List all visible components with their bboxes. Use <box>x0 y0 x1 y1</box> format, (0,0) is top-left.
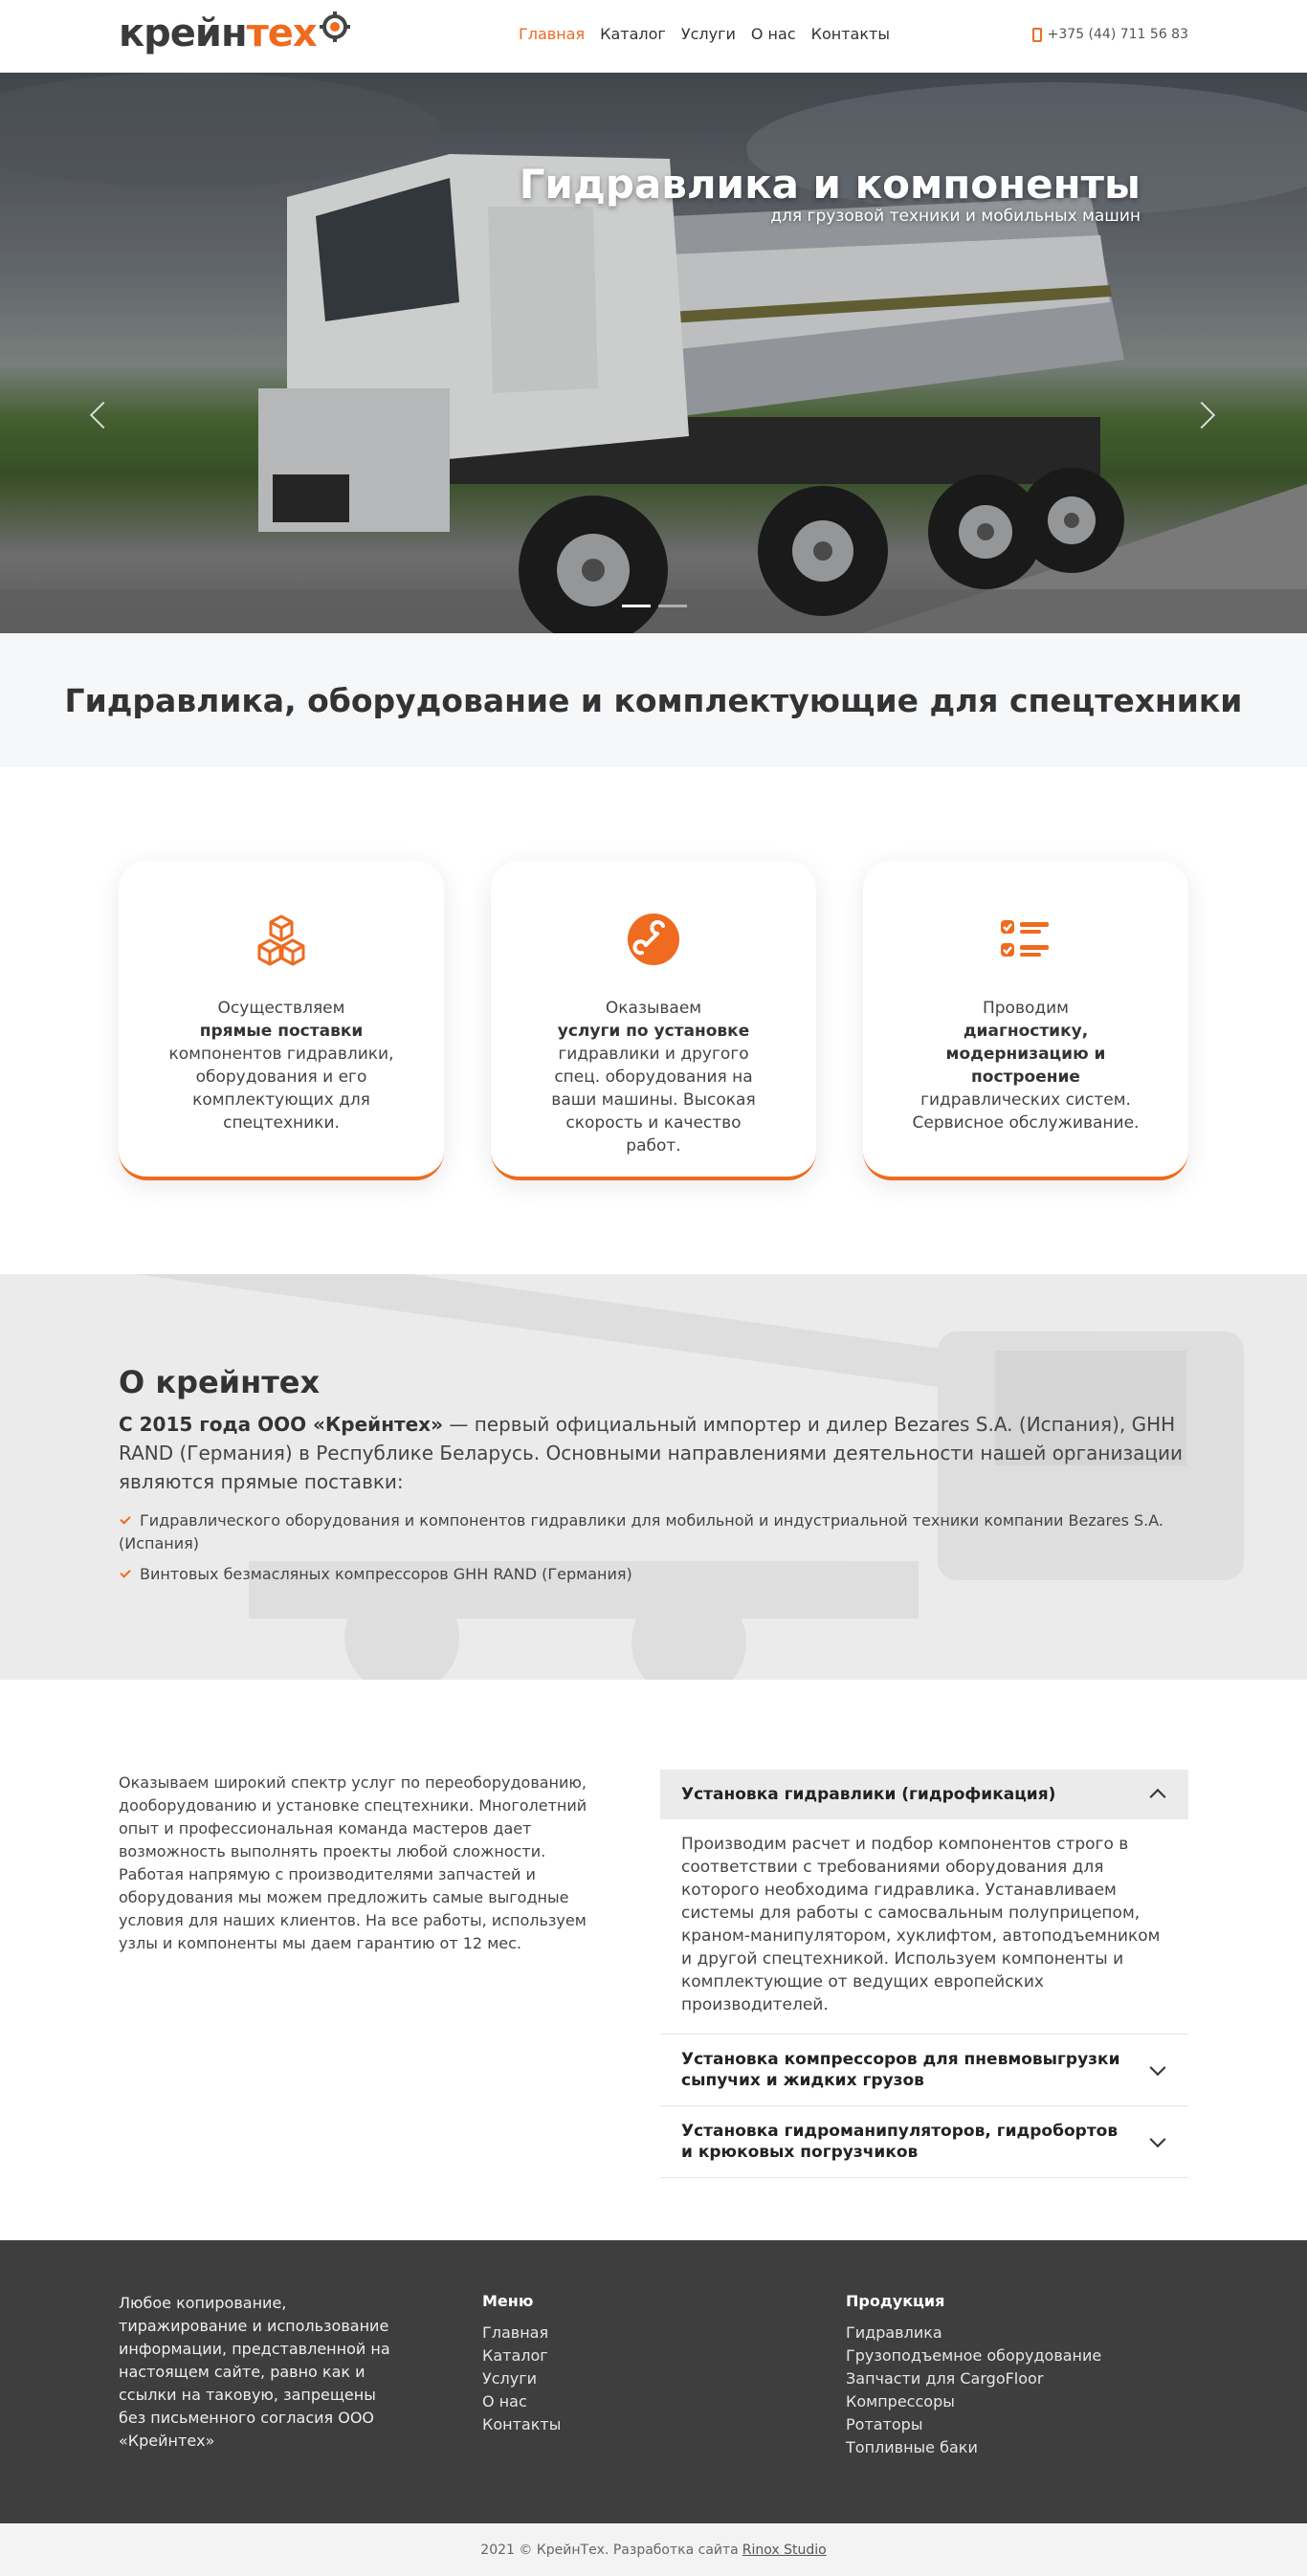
boxes-icon <box>253 911 310 968</box>
feature-text-supply <box>166 997 396 1134</box>
footer-product-compressors[interactable]: Компрессоры <box>846 2392 955 2411</box>
about-section <box>0 1274 1307 1680</box>
feature-text-install <box>539 997 768 1157</box>
chevron-down-icon <box>1150 2131 1166 2147</box>
main-nav <box>519 25 890 43</box>
phone-number: +375 (44) 711 56 83 <box>1047 27 1188 42</box>
services-accordion <box>660 1770 1188 2178</box>
tagline-heading: Гидравлика, оборудование и комплектующие для спецтехники <box>64 681 1243 719</box>
slider-dot-1[interactable] <box>622 605 651 607</box>
feature-post: гидравлики и другого спец. оборудования на ваши машины. Высокая скорость и качество работ. <box>551 1045 756 1156</box>
about-list <box>119 1509 1190 1586</box>
accordion-header[interactable] <box>660 2035 1188 2105</box>
accordion-body: Производим расчет и подбор компонентов строго в соответствии с требованиями оборудования для которого необходима гидравлика. Устанавливаем системы для работы с самосвальным полуприцепом, краном-манипулятором, хуклифтом, автоподъемником и другой спецтехникой. Используем компоненты и комплектующие от ведущих европейских производителей. <box>681 1835 1161 2015</box>
logo-part-2: тех <box>246 11 317 55</box>
bottom-copyright: 2021 © КрейнТех. Разработка сайта <box>480 2542 739 2558</box>
footer-link-home[interactable]: Главная <box>482 2323 549 2342</box>
footer-product-fuel-tanks[interactable]: Топливные баки <box>846 2438 978 2456</box>
chevron-down-icon <box>1150 2059 1166 2076</box>
about-intro-rest: — первый официальный импортер и дилер Bezares S.A. (Испания), GHH RAND (Германия) в Республике Беларусь. Основными направлениями деятельности нашей организации являются прямые поставки: <box>119 1413 1183 1493</box>
feature-post: гидравлических систем. Сервисное обслуживание. <box>912 1090 1140 1133</box>
feature-card-diagnostics <box>863 861 1188 1180</box>
services-section <box>0 1680 1307 2240</box>
nav-item-home[interactable]: Главная <box>519 25 586 43</box>
nav-item-services[interactable]: Услуги <box>680 25 736 43</box>
gear-logo-icon <box>319 11 351 43</box>
footer-menu-title: Меню <box>482 2292 534 2310</box>
accordion-item <box>660 2106 1188 2178</box>
feature-bold: услуги по установке <box>557 1022 750 1041</box>
truck-photo <box>0 73 1307 633</box>
slider-dots <box>622 605 687 607</box>
footer-link-contacts[interactable]: Контакты <box>482 2415 562 2433</box>
about-list-item <box>119 1509 1190 1555</box>
feature-bold: диагностику, модернизацию и построение <box>945 1022 1106 1087</box>
check-icon <box>120 1513 130 1524</box>
tagline-section <box>0 633 1307 767</box>
features-section <box>0 767 1307 1274</box>
footer-products-title: Продукция <box>846 2292 945 2310</box>
hero-subtitle: для грузовой техники и мобильных машин <box>770 207 1141 226</box>
about-list-item-text: Винтовых безмасляных компрессоров GHH RAND (Германия) <box>140 1565 632 1583</box>
bottom-bar <box>0 2523 1307 2576</box>
nav-item-about[interactable]: О нас <box>750 25 796 43</box>
accordion-header[interactable] <box>660 1770 1188 1819</box>
developer-link[interactable]: Rinox Studio <box>742 2542 827 2558</box>
feature-card-install <box>491 861 816 1180</box>
feature-card-supply <box>119 861 444 1180</box>
feature-pre: Осуществляем <box>217 999 345 1018</box>
nav-item-contacts[interactable]: Контакты <box>810 25 890 43</box>
logo-text <box>119 10 317 57</box>
accordion-item <box>660 1770 1188 2035</box>
feature-bold: прямые поставки <box>199 1022 364 1041</box>
accordion-item <box>660 2035 1188 2106</box>
footer-product-rotators[interactable]: Ротаторы <box>846 2415 923 2433</box>
chevron-up-icon <box>1150 1789 1166 1805</box>
phone-link[interactable] <box>1032 27 1188 42</box>
copyright-notice: Любое копирование, тиражирование и использование информации, представленной на настоящем сайте, равно как и ссылки на таковую, запрещены без письменного согласия ООО «Крейнтех» <box>119 2294 390 2450</box>
phone-icon <box>1032 28 1042 42</box>
about-intro <box>119 1410 1190 1496</box>
accordion-title: Установка компрессоров для пневмовыгрузки сыпучих и жидких грузов <box>681 2050 1120 2090</box>
accordion-title: Установка гидравлики (гидрофикация) <box>681 1785 1056 1804</box>
accordion-header[interactable] <box>660 2106 1188 2177</box>
footer-link-catalog[interactable]: Каталог <box>482 2346 548 2365</box>
check-icon <box>120 1567 130 1577</box>
checklist-icon <box>997 911 1054 968</box>
footer-link-services[interactable]: Услуги <box>482 2369 538 2388</box>
nav-item-catalog[interactable]: Каталог <box>600 25 666 43</box>
footer-menu <box>482 2292 561 2436</box>
footer-product-lifting[interactable]: Грузоподъемное оборудование <box>846 2346 1102 2365</box>
about-list-item-text: Гидравлического оборудования и компонентов гидравлики для мобильной и индустриальной техники компании Bezares S.A. (Испания) <box>119 1511 1164 1552</box>
about-content <box>119 1364 1190 1594</box>
footer-link-about[interactable]: О нас <box>482 2392 527 2411</box>
site-footer <box>0 2240 1307 2523</box>
feature-text-diagnostics <box>911 997 1141 1134</box>
logo-part-1: крейн <box>119 11 247 55</box>
feature-pre: Оказываем <box>605 999 702 1018</box>
footer-product-cargofloor[interactable]: Запчасти для CargoFloor <box>846 2369 1044 2388</box>
site-header <box>0 0 1307 73</box>
footer-product-hydraulics[interactable]: Гидравлика <box>846 2323 942 2342</box>
about-title: О крейнтех <box>119 1364 321 1400</box>
footer-products <box>846 2292 1101 2459</box>
hero-slider <box>0 73 1307 633</box>
logo[interactable] <box>119 10 351 57</box>
feature-pre: Проводим <box>982 999 1070 1018</box>
feature-post: компонентов гидравлики, оборудования и его комплектующих для спецтехники. <box>168 1045 394 1133</box>
wrench-icon <box>625 911 682 968</box>
slider-dot-2[interactable] <box>658 605 687 607</box>
services-description: Оказываем широкий спектр услуг по переоборудованию, дооборудованию и установке спецтехники. Многолетний опыт и профессиональная команда мастеров дает возможность выполнять проекты любой сложности. Работая напрямую с производителями запчастей и оборудования мы можем предложить самые выгодные условия для наших клиентов. На все работы, используем узлы и компоненты мы даем гарантию от 12 мес. <box>119 1773 587 1952</box>
about-list-item <box>119 1563 1190 1586</box>
hero-title: Гидравлика и компоненты <box>519 161 1141 208</box>
accordion-title: Установка гидроманипуляторов, гидробортов и крюковых погрузчиков <box>681 2122 1119 2162</box>
about-intro-bold: С 2015 года ООО «Крейнтех» <box>119 1413 443 1436</box>
